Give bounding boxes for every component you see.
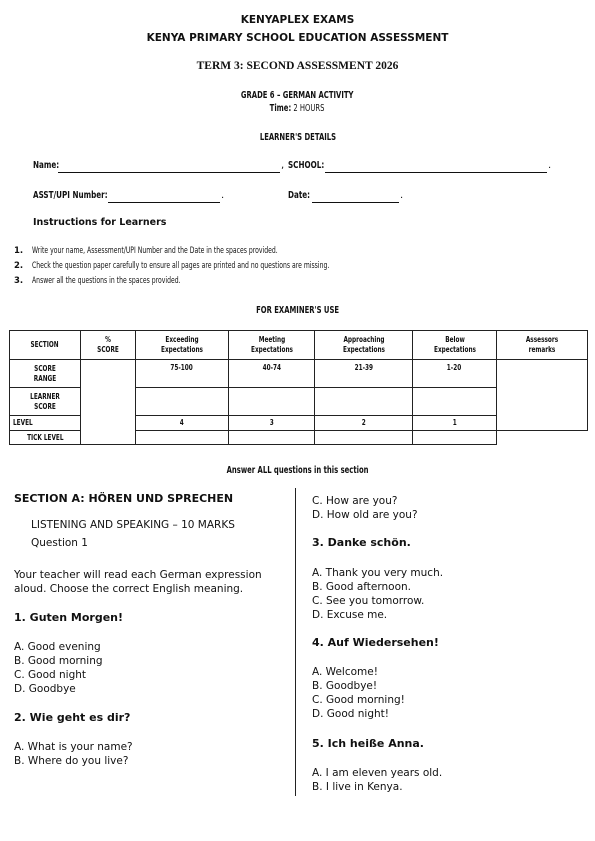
row-label-tick-level: TICK LEVEL (10, 431, 81, 445)
range-meeting: 40-74 (229, 360, 315, 388)
section-title: SECTION A: HÖREN UND SPRECHEN (14, 492, 234, 505)
learner-score-below[interactable] (413, 388, 497, 416)
assessment-title: KENYA PRIMARY SCHOOL EDUCATION ASSESSMENT (146, 32, 449, 44)
q4-option-a[interactable]: A. Welcome! (312, 666, 378, 678)
term-title: TERM 3: SECOND ASSESSMENT 2026 (196, 60, 399, 72)
column-divider (295, 488, 296, 796)
q1-option-c[interactable]: C. Good night (14, 669, 87, 681)
section-subtitle: LISTENING AND SPEAKING – 10 MARKS (31, 519, 235, 531)
q1-option-d[interactable]: D. Goodbye (14, 683, 76, 695)
grade-line (0, 90, 595, 101)
header-exceeding: Exceeding Expectations (136, 331, 229, 360)
q4-option-c[interactable]: C. Good morning! (312, 694, 405, 706)
q2-option-a[interactable]: A. What is your name? (14, 741, 133, 753)
question-label: Question 1 (31, 537, 88, 549)
q2-option-c[interactable]: C. How are you? (312, 495, 398, 507)
learner-score-exceeding[interactable] (136, 388, 229, 416)
time-label: Time: (270, 103, 292, 114)
intro-line-2: aloud. Choose the correct English meaning. (14, 583, 244, 595)
asst-field[interactable] (108, 192, 220, 203)
level-approaching: 2 (315, 416, 413, 431)
time-line (0, 103, 595, 114)
instruction-item-3: 3. Answer all the questions in the spaces provided. (14, 276, 181, 286)
q5-option-b[interactable]: B. I live in Kenya. (312, 781, 403, 793)
q3-option-c[interactable]: C. See you tomorrow. (312, 595, 425, 607)
org-title: KENYAPLEX EXAMS (240, 14, 355, 26)
learner-score-approaching[interactable] (315, 388, 413, 416)
school-field-label: SCHOOL: (288, 160, 325, 171)
name-field[interactable] (58, 162, 280, 173)
q4-option-d[interactable]: D. Good night! (312, 708, 389, 720)
q2-option-d[interactable]: D. How old are you? (312, 509, 418, 521)
table-header-row (10, 331, 588, 360)
q5-option-a[interactable]: A. I am eleven years old. (312, 767, 443, 779)
date-field[interactable] (312, 192, 399, 203)
q1-option-b[interactable]: B. Good morning (14, 655, 103, 667)
tick-approaching[interactable] (315, 431, 413, 445)
examiner-title: FOR EXAMINER'S USE (256, 305, 339, 316)
header-meeting: Meeting Expectations (229, 331, 315, 360)
question-3-title: 3. Danke schön. (312, 536, 411, 549)
grade-text: GRADE 6 – GERMAN ACTIVITY (241, 90, 354, 101)
range-approaching: 21-39 (315, 360, 413, 388)
remarks-cell[interactable] (497, 360, 588, 431)
tick-below[interactable] (413, 431, 497, 445)
intro-line-1: Your teacher will read each German expression (14, 569, 262, 581)
question-4-title: 4. Auf Wiedersehen! (312, 636, 439, 649)
row-label-score-range: SCORE RANGE (10, 360, 81, 388)
level-exceeding: 4 (136, 416, 229, 431)
header-below: Below Expectations (413, 331, 497, 360)
name-field-label: Name: (33, 160, 60, 171)
row-label-learner-score: LEARNER SCORE (10, 388, 81, 416)
q3-option-d[interactable]: D. Excuse me. (312, 609, 388, 621)
instruction-item-2: 2. Check the question paper carefully to ensure all pages are printed and no questions are missing. (14, 261, 330, 271)
learner-score-meeting[interactable] (229, 388, 315, 416)
q3-option-b[interactable]: B. Good afternoon. (312, 581, 412, 593)
examiner-title-wrap (0, 305, 595, 316)
row-label-level: LEVEL (10, 416, 81, 431)
q2-option-b[interactable]: B. Where do you live? (14, 755, 129, 767)
tick-exceeding[interactable] (136, 431, 229, 445)
date-field-label: Date: (288, 190, 311, 201)
header-score: % SCORE (81, 331, 136, 360)
header-approaching: Approaching Expectations (315, 331, 413, 360)
tick-meeting[interactable] (229, 431, 315, 445)
asst-field-label: ASST/UPI Number: (33, 190, 108, 201)
instruction-item-1: 1. Write your name, Assessment/UPI Number and the Date in the spaces provided. (14, 246, 278, 256)
level-meeting: 3 (229, 416, 315, 431)
score-cell[interactable] (81, 360, 136, 445)
time-value: 2 HOURS (293, 103, 325, 114)
header-remarks: Assessors remarks (497, 331, 588, 360)
level-below: 1 (413, 416, 497, 431)
school-field[interactable] (325, 162, 547, 173)
instructions-title: Instructions for Learners (33, 217, 167, 228)
details-title: LEARNER'S DETAILS (259, 132, 336, 143)
answer-all-wrap (0, 465, 595, 476)
q3-option-a[interactable]: A. Thank you very much. (312, 567, 444, 579)
q4-option-b[interactable]: B. Goodbye! (312, 680, 378, 692)
q1-option-a[interactable]: A. Good evening (14, 641, 101, 653)
question-1-title: 1. Guten Morgen! (14, 611, 124, 624)
examiner-table (9, 330, 588, 445)
header-section: SECTION (10, 331, 81, 360)
answer-all-note: Answer ALL questions in this section (226, 465, 369, 476)
table-row (10, 360, 588, 388)
question-2-title: 2. Wie geht es dir? (14, 711, 131, 724)
details-title-wrap (0, 132, 595, 143)
question-5-title: 5. Ich heiße Anna. (312, 737, 424, 750)
range-exceeding: 75-100 (136, 360, 229, 388)
range-below: 1-20 (413, 360, 497, 388)
